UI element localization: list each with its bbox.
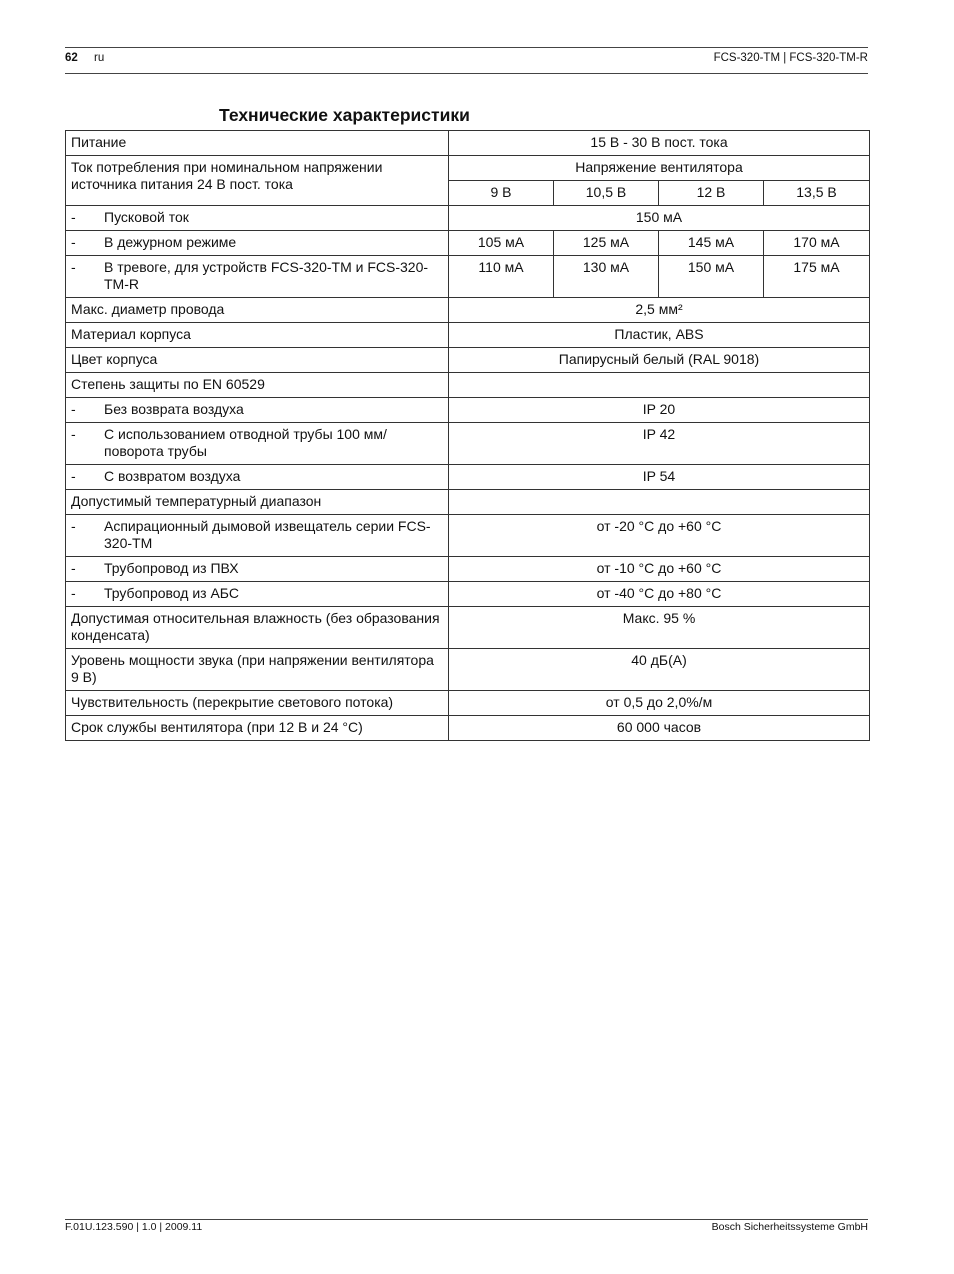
empty-cell [449,373,870,398]
protection-item-cell [66,398,449,423]
temperature-item-label: Трубопровод из ПВХ [104,560,239,576]
alarm-value: 150 мА [659,256,764,298]
temperature-item-value: от -40 °C до +80 °C [449,582,870,607]
wire-label: Макс. диаметр провода [66,298,449,323]
product-name: FCS-320-TM | FCS-320-TM-R [713,52,868,64]
document-reference: F.01U.123.590 | 1.0 | 2009.11 [65,1221,203,1233]
humidity-label: Допустимая относительная влажность (без образования конденсата) [66,607,449,649]
sensitivity-value: от 0,5 до 2,0%/м [449,691,870,716]
table-row [66,582,870,607]
humidity-value: Макс. 95 % [449,607,870,649]
standby-value: 145 мА [659,231,764,256]
color-label: Цвет корпуса [66,348,449,373]
protection-item-value: IP 54 [449,465,870,490]
table-row [66,231,870,256]
standby-value: 170 мА [764,231,870,256]
startup-value: 150 мА [449,206,870,231]
material-label: Материал корпуса [66,323,449,348]
section-title: Технические характеристики [219,105,470,125]
sensitivity-label: Чувствительность (перекрытие светового потока) [66,691,449,716]
alarm-value: 130 мА [554,256,659,298]
bullet-dash: - [71,585,76,601]
wire-value: 2,5 мм² [449,298,870,323]
bullet-dash: - [71,426,76,442]
fan-voltage-header: Напряжение вентилятора [449,156,870,181]
protection-item-value: IP 20 [449,398,870,423]
temperature-item-cell [66,582,449,607]
sound-value: 40 дБ(А) [449,649,870,691]
protection-label: Степень защиты по EN 60529 [66,373,449,398]
bullet-dash: - [71,401,76,417]
temperature-item-cell [66,557,449,582]
table-row [66,423,870,465]
standby-value: 125 мА [554,231,659,256]
temperature-item-cell [66,515,449,557]
header-bottom-rule [65,73,868,74]
table-row [66,323,870,348]
bullet-dash: - [71,209,76,225]
protection-item-value: IP 42 [449,423,870,465]
table-row [66,373,870,398]
temperature-label: Допустимый температурный диапазон [66,490,449,515]
table-row [66,398,870,423]
voltage-12: 12 В [659,181,764,206]
sound-label: Уровень мощности звука (при напряжении вентилятора 9 В) [66,649,449,691]
specifications-table [65,130,870,741]
startup-label: Пусковой ток [104,209,189,225]
temperature-item-label: Трубопровод из АБС [104,585,239,601]
table-row [66,465,870,490]
standby-label: В дежурном режиме [104,234,237,250]
voltage-10-5: 10,5 В [554,181,659,206]
bullet-dash: - [71,560,76,576]
temperature-item-value: от -10 °C до +60 °C [449,557,870,582]
lifetime-label: Срок службы вентилятора (при 12 В и 24 °C) [66,716,449,741]
color-value: Папирусный белый (RAL 9018) [449,348,870,373]
page-number: 62 [65,52,78,64]
voltage-13-5: 13,5 В [764,181,870,206]
footer-rule [65,1219,868,1220]
table-row [66,348,870,373]
temperature-item-label: Аспирационный дымовой извещатель серии FCS-320-TM [104,518,431,551]
power-value: 15 В - 30 В пост. тока [449,131,870,156]
material-value: Пластик, ABS [449,323,870,348]
table-row [66,256,870,298]
current-label: Ток потребления при номинальном напряжении источника питания 24 В пост. тока [66,156,449,206]
table-row [66,716,870,741]
voltage-9: 9 В [449,181,554,206]
protection-item-label: С возвратом воздуха [104,468,241,484]
standby-label-cell [66,231,449,256]
table-row [66,649,870,691]
standby-value: 105 мА [449,231,554,256]
bullet-dash: - [71,518,76,534]
empty-cell [449,490,870,515]
alarm-label-cell [66,256,449,298]
power-label: Питание [66,131,449,156]
table-row [66,557,870,582]
protection-item-label: С использованием отводной трубы 100 мм/ поворота трубы [104,426,387,459]
temperature-item-value: от -20 °C до +60 °C [449,515,870,557]
alarm-label: В тревоге, для устройств FCS-320-TM и FCS-320-TM-R [104,259,429,292]
protection-item-cell [66,465,449,490]
table-row [66,156,870,181]
bullet-dash: - [71,468,76,484]
protection-item-label: Без возврата воздуха [104,401,244,417]
header-top-rule [65,47,868,48]
startup-label-cell [66,206,449,231]
table-row [66,515,870,557]
bullet-dash: - [71,259,76,275]
company-name: Bosch Sicherheitssysteme GmbH [711,1221,868,1233]
alarm-value: 110 мА [449,256,554,298]
language-code: ru [94,52,105,64]
table-row [66,131,870,156]
bullet-dash: - [71,234,76,250]
lifetime-value: 60 000 часов [449,716,870,741]
table-row [66,206,870,231]
table-row [66,691,870,716]
table-row [66,607,870,649]
table-row [66,490,870,515]
table-row [66,298,870,323]
protection-item-cell [66,423,449,465]
alarm-value: 175 мА [764,256,870,298]
